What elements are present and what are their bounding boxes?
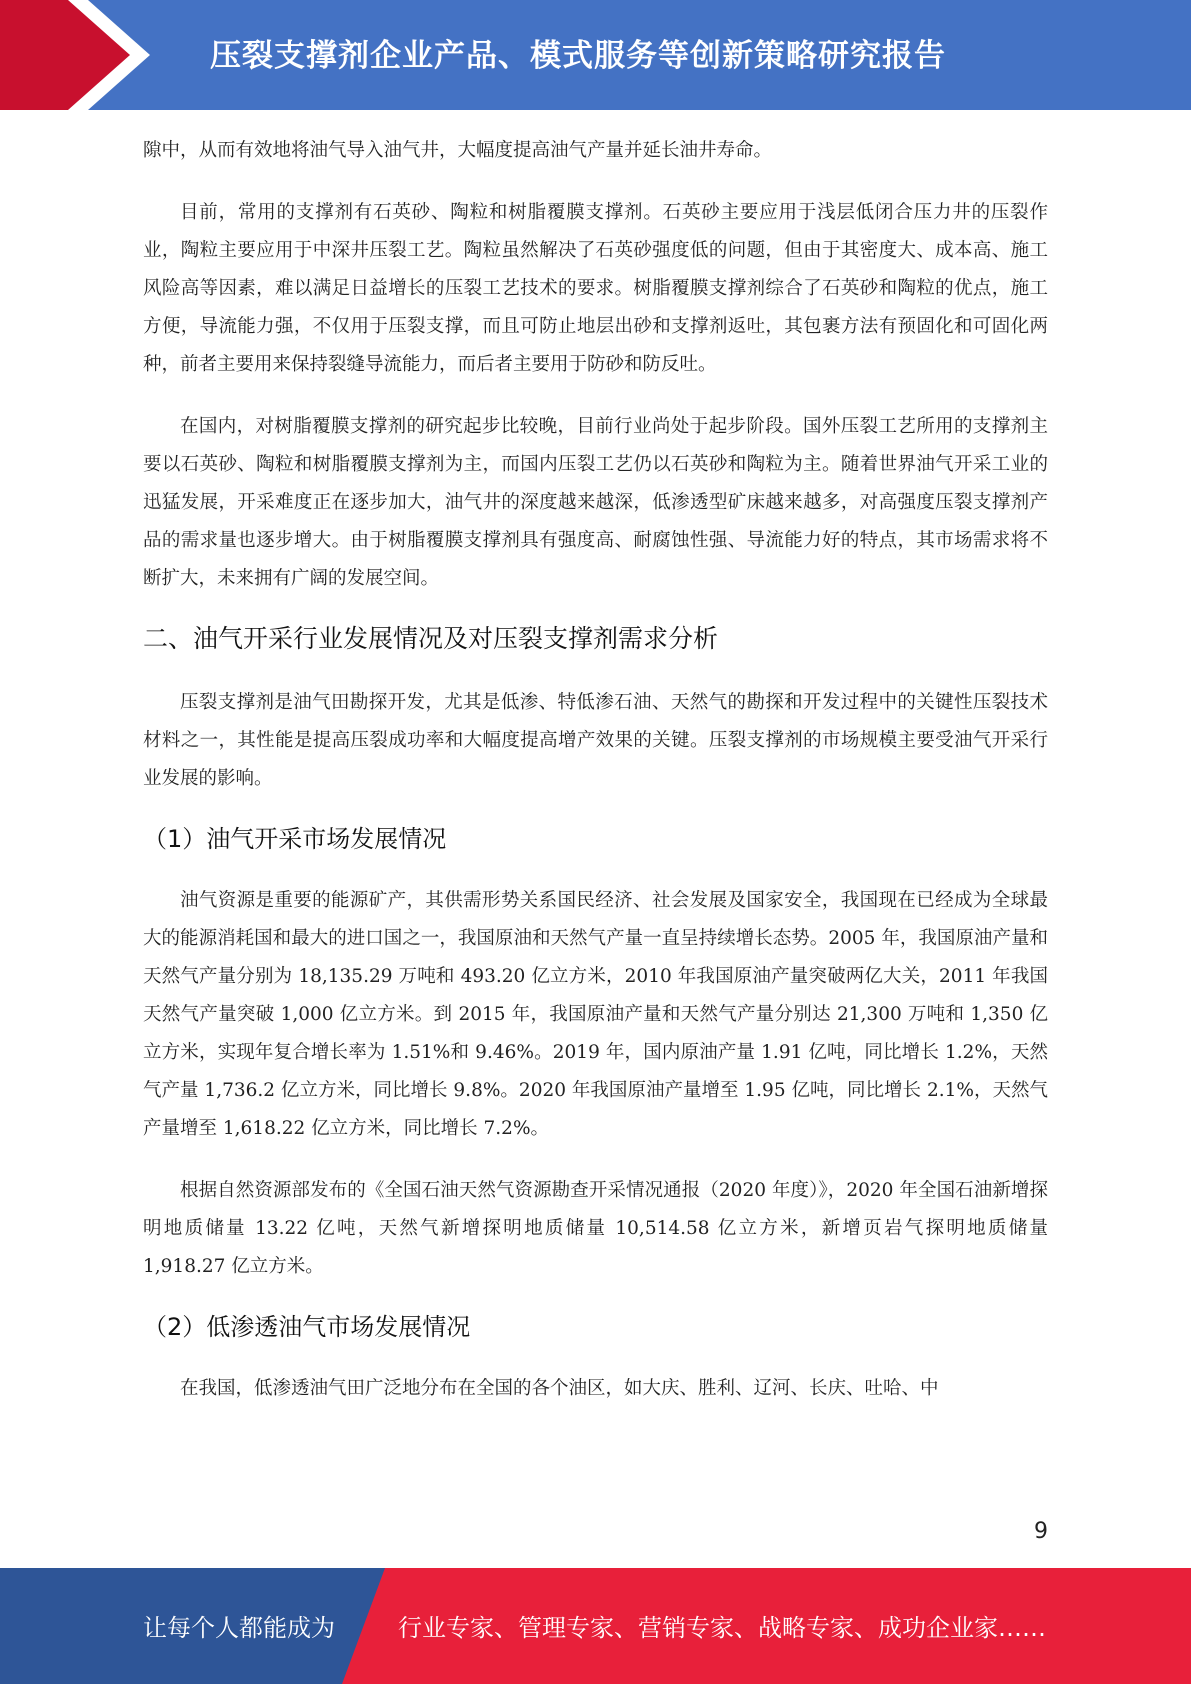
subsection-heading-2: （2）低渗透油气市场发展情况 (143, 1313, 471, 1341)
report-title: 压裂支撑剂企业产品、模式服务等创新策略研究报告 (210, 38, 946, 74)
header-arrow-icon (0, 0, 150, 110)
paragraph-3: 在国内，对树脂覆膜支撑剂的研究起步比较晚，目前行业尚处于起步阶段。国外压裂工艺所用的支撑剂主要以石英砂、陶粒和树脂覆膜支撑剂为主，而国内压裂工艺仍以石英砂和陶粒为主。随着世界油气开采工业的迅猛发展，开采难度正在逐步加大，油气井的深度越来越深，低渗透型矿床越来越多，对高强度压裂支撑剂产品的需求量也逐步增大。由于树脂覆膜支撑剂具有强度高、耐腐蚀性强、导流能力好的特点，其市场需求将不断扩大，未来拥有广阔的发展空间。 (143, 416, 1048, 589)
paragraph-5: 油气资源是重要的能源矿产，其供需形势关系国民经济、社会发展及国家安全，我国现在已经成为全球最大的能源消耗国和最大的进口国之一，我国原油和天然气产量一直呈持续增长态势。2005 年，我国原油产量和天然气产量分别为 18,135.29 万吨和 493.20 亿立方米，2010 年我国原油产量突破两亿大关，2011 年我国天然气产量突破 1,000 亿立方米。到 2015 年，我国原油产量和天然气产量分别达 21,300 万吨和 1,350 亿立方米，实现年复合增长率为 1.51%和 9.46%。2019 年，国内原油产量 1.91 亿吨，同比增长 1.2%，天然气产量 1,736.2 亿立方米，同比增长 9.8%。2020 年我国原油产量增至 1.95 亿吨，同比增长 2.1%，天然气产量增至 1,618.22 亿立方米，同比增长 7.2%。 (143, 890, 1048, 1139)
footer-slogan-left: 让每个人都能成为 (143, 1614, 335, 1642)
document-body (143, 132, 1048, 1432)
page-number: 9 (1034, 1519, 1048, 1544)
paragraph-6: 根据自然资源部发布的《全国石油天然气资源勘查开采情况通报（2020 年度）》，2020 年全国石油新增探明地质储量 13.22 亿吨，天然气新增探明地质储量 10,514.58 亿立方米，新增页岩气探明地质储量 1,918.27 亿立方米。 (143, 1180, 1048, 1277)
footer-slogan-right: 行业专家、管理专家、营销专家、战略专家、成功企业家…… (398, 1614, 1046, 1642)
paragraph-1: 隙中，从而有效地将油气导入油气井，大幅度提高油气产量并延长油井寿命。 (143, 140, 773, 161)
subsection-heading-1: （1）油气开采市场发展情况 (143, 825, 447, 853)
paragraph-2: 目前，常用的支撑剂有石英砂、陶粒和树脂覆膜支撑剂。石英砂主要应用于浅层低闭合压力井的压裂作业，陶粒主要应用于中深井压裂工艺。陶粒虽然解决了石英砂强度低的问题，但由于其密度大、成本高、施工风险高等因素，难以满足日益增长的压裂工艺技术的要求。树脂覆膜支撑剂综合了石英砂和陶粒的优点，施工方便，导流能力强，不仅用于压裂支撑，而且可防止地层出砂和支撑剂返吐，其包裹方法有预固化和可固化两种，前者主要用来保持裂缝导流能力，而后者主要用于防砂和防反吐。 (143, 202, 1048, 375)
paragraph-7: 在我国，低渗透油气田广泛地分布在全国的各个油区，如大庆、胜利、辽河、长庆、吐哈、中 (180, 1378, 939, 1399)
page-footer (0, 1568, 1191, 1684)
paragraph-4: 压裂支撑剂是油气田勘探开发，尤其是低渗、特低渗石油、天然气的勘探和开发过程中的关键性压裂技术材料之一，其性能是提高压裂成功率和大幅度提高增产效果的关键。压裂支撑剂的市场规模主要受油气开采行业发展的影响。 (143, 692, 1048, 789)
page-header (0, 0, 1191, 110)
section-heading: 二、油气开采行业发展情况及对压裂支撑剂需求分析 (143, 624, 719, 653)
